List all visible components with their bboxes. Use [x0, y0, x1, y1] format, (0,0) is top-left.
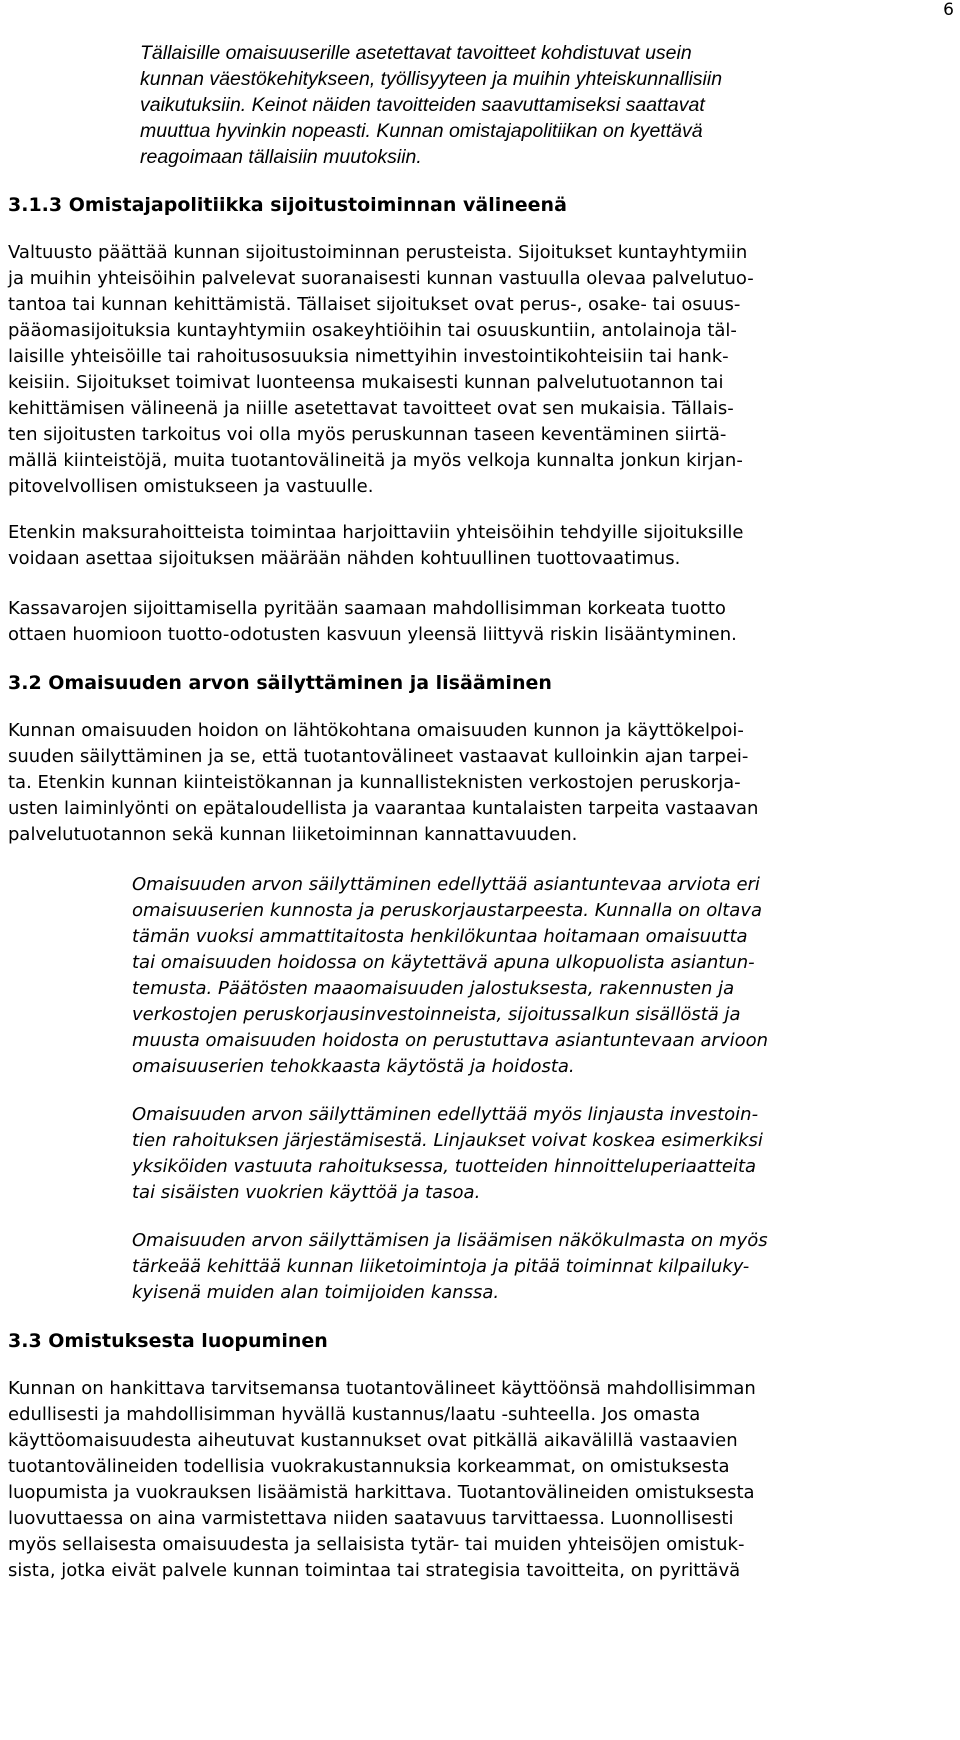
- text-line: Etenkin maksurahoitteista toimintaa harjoittaviin yhteisöihin tehdyille sijoituksille: [8, 522, 744, 543]
- text-line: luovuttaessa on aina varmistettava niiden saatavuus tarvittaessa. Luonnollisesti: [8, 1508, 734, 1529]
- text-line: ten sijoitusten tarkoitus voi olla myös peruskunnan taseen keventäminen siirtä-: [8, 424, 727, 445]
- text-line: edullisesti ja mahdollisimman hyvällä kustannus/laatu -suhteella. Jos omasta: [8, 1404, 701, 1425]
- text-line: Kassavarojen sijoittamisella pyritään saamaan mahdollisimman korkeata tuotto: [8, 598, 726, 619]
- text-line: tai sisäisten vuokrien käyttöä ja tasoa.: [132, 1182, 481, 1203]
- text-line: ottaen huomioon tuotto-odotusten kasvuun yleensä liittyvä riskin lisääntyminen.: [8, 624, 737, 645]
- text-line: Omaisuuden arvon säilyttäminen edellyttää asiantuntevaa arviota eri: [132, 874, 760, 895]
- text-line: mällä kiinteistöjä, muita tuotantovälineitä ja myös velkoja kunnalta jonkun kirjan-: [8, 450, 743, 471]
- text-line: usten laiminlyönti on epätaloudellista ja vaarantaa kuntalaisten tarpeita vastaavan: [8, 798, 759, 819]
- text-line: Valtuusto päättää kunnan sijoitustoiminnan perusteista. Sijoitukset kuntayhtymiin: [8, 242, 748, 263]
- text-line: muuttua hyvinkin nopeasti. Kunnan omistajapolitiikan on kyettävä: [140, 120, 703, 142]
- text-line: tämän vuoksi ammattitaitosta henkilökuntaa hoitamaan omaisuutta: [132, 926, 748, 947]
- text-line: palvelutuotannon sekä kunnan liiketoiminnan kannattavuuden.: [8, 824, 578, 845]
- text-line: tai omaisuuden hoidossa on käytettävä apuna ulkopuolista asiantun-: [132, 952, 755, 973]
- text-line: tärkeää kehittää kunnan liiketoimintoja ja pitää toiminnat kilpailuky-: [132, 1256, 750, 1277]
- text-line: yksiköiden vastuuta rahoituksessa, tuotteiden hinnoitteluperiaatteita: [132, 1156, 757, 1177]
- text-line: tien rahoituksen järjestämisestä. Linjaukset voivat koskea esimerkiksi: [132, 1130, 763, 1151]
- text-line: pääomasijoituksia kuntayhtymiin osakeyhtiöihin tai osuuskuntiin, antolainoja täl-: [8, 320, 737, 341]
- text-line: kyisenä muiden alan toimijoiden kanssa.: [132, 1282, 500, 1303]
- text-line: laisille yhteisöille tai rahoitusosuuksia nimettyihin investointikohteisiin tai hank-: [8, 346, 729, 367]
- page-number: 6: [943, 0, 954, 20]
- section-heading-3-1-3: 3.1.3 Omistajapolitiikka sijoitustoiminnan välineenä: [8, 194, 567, 216]
- text-line: sista, jotka eivät palvele kunnan toimintaa tai strategisia tavoitteita, on pyrittävä: [8, 1560, 741, 1581]
- text-line: ta. Etenkin kunnan kiinteistökannan ja kunnallisteknisten verkostojen peruskorja-: [8, 772, 741, 793]
- text-line: myös sellaisesta omaisuudesta ja sellaisista tytär- tai muiden yhteisöjen omistuk-: [8, 1534, 745, 1555]
- text-line: kunnan väestökehitykseen, työllisyyteen ja muihin yhteiskunnallisiin: [140, 68, 723, 90]
- text-line: tantoa tai kunnan kehittämistä. Tällaiset sijoitukset ovat perus-, osake- tai osuus-: [8, 294, 741, 315]
- text-line: vaikutuksiin. Keinot näiden tavoitteiden saavuttamiseksi saattavat: [140, 94, 705, 116]
- text-line: keisiin. Sijoitukset toimivat luonteensa mukaisesti kunnan palvelutuotannon tai: [8, 372, 724, 393]
- text-line: tuotantovälineiden todellisia vuokrakustannuksia korkeammat, on omistuksesta: [8, 1456, 730, 1477]
- text-line: Omaisuuden arvon säilyttämisen ja lisäämisen näkökulmasta on myös: [132, 1230, 768, 1251]
- text-line: reagoimaan tällaisiin muutoksiin.: [140, 146, 422, 168]
- text-line: omaisuuserien tehokkaasta käytöstä ja hoidosta.: [132, 1056, 575, 1077]
- text-line: Kunnan omaisuuden hoidon on lähtökohtana omaisuuden kunnon ja käyttökelpoi-: [8, 720, 744, 741]
- text-line: voidaan asettaa sijoituksen määrään nähden kohtuullinen tuottovaatimus.: [8, 548, 681, 569]
- text-line: pitovelvollisen omistukseen ja vastuulle.: [8, 476, 374, 497]
- text-line: ja muihin yhteisöihin palvelevat suoranaisesti kunnan vastuulla olevaa palvelutuo-: [8, 268, 754, 289]
- text-line: luopumista ja vuokrauksen lisäämistä harkittava. Tuotantovälineiden omistuksesta: [8, 1482, 755, 1503]
- text-line: omaisuuserien kunnosta ja peruskorjaustarpeesta. Kunnalla on oltava: [132, 900, 762, 921]
- text-line: suuden säilyttäminen ja se, että tuotantovälineet vastaavat kulloinkin ajan tarpei-: [8, 746, 749, 767]
- text-line: kehittämisen välineenä ja niille asetettavat tavoitteet ovat sen mukaisia. Tällais-: [8, 398, 734, 419]
- text-line: käyttöomaisuudesta aiheutuvat kustannukset ovat pitkällä aikavälillä vastaavien: [8, 1430, 738, 1451]
- section-heading-3-3: 3.3 Omistuksesta luopuminen: [8, 1330, 328, 1352]
- text-line: verkostojen peruskorjausinvestoinneista, sijoitussalkun sisällöstä ja: [132, 1004, 741, 1025]
- text-line: muusta omaisuuden hoidosta on perustuttava asiantuntevaan arvioon: [132, 1030, 769, 1051]
- text-line: temusta. Päätösten maaomaisuuden jalostuksesta, rakennusten ja: [132, 978, 735, 999]
- section-heading-3-2: 3.2 Omaisuuden arvon säilyttäminen ja lisääminen: [8, 672, 552, 694]
- text-line: Tällaisille omaisuuserille asetettavat tavoitteet kohdistuvat usein: [140, 42, 692, 64]
- text-line: Kunnan on hankittava tarvitsemansa tuotantovälineet käyttöönsä mahdollisimman: [8, 1378, 756, 1399]
- text-line: Omaisuuden arvon säilyttäminen edellyttää myös linjausta investoin-: [132, 1104, 759, 1125]
